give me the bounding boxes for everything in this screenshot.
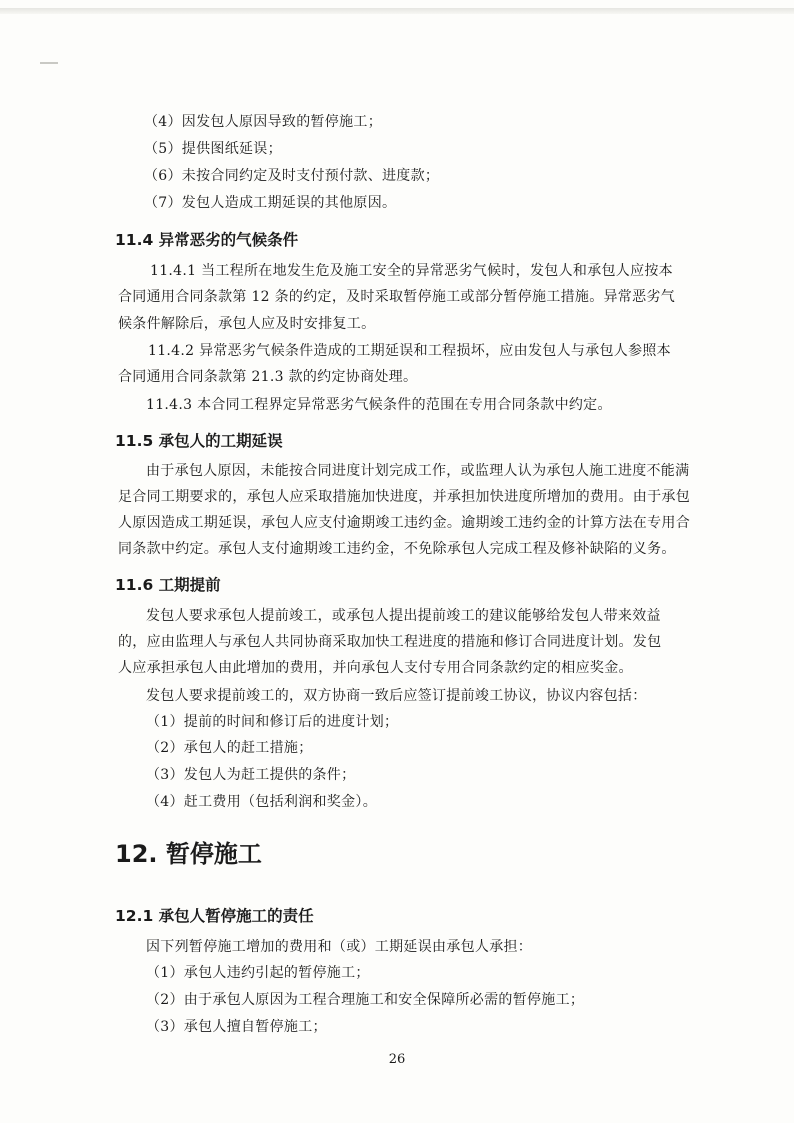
section-heading-11-6: 11.6 工期提前	[115, 576, 221, 594]
paragraph-line: 11.4.1 当工程所在地发生危及施工安全的异常恶劣气候时，发包人和承包人应按本	[150, 263, 673, 279]
scan-edge	[0, 8, 794, 14]
scan-speck	[40, 62, 58, 64]
page-number: 26	[388, 1052, 406, 1067]
list-item: （2）由于承包人原因为工程合理施工和安全保障所必需的暂停施工；	[146, 992, 585, 1008]
list-item: （3）发包人为赶工提供的条件；	[146, 767, 356, 783]
list-item: （4）赶工费用（包括利润和奖金）。	[146, 794, 378, 810]
list-item: （1）承包人违约引起的暂停施工；	[146, 965, 370, 981]
list-item: （3）承包人擅自暂停施工；	[146, 1019, 327, 1035]
section-heading-11-5: 11.5 承包人的工期延误	[115, 432, 283, 450]
chapter-heading-12: 12. 暂停施工	[115, 840, 262, 868]
paragraph-line: 合同通用合同条款第 12 条的约定，及时采取暂停施工或部分暂停施工措施。异常恶劣气	[118, 289, 676, 305]
paragraph-line: 合同通用合同条款第 21.3 款的约定协商处理。	[118, 369, 418, 385]
list-item: （6）未按合同约定及时支付预付款、进度款；	[144, 168, 440, 184]
paragraph-line: 11.4.3 本合同工程界定异常恶劣气候条件的范围在专用合同条款中约定。	[146, 397, 612, 413]
list-item: （1）提前的时间和修订后的进度计划；	[146, 714, 399, 730]
paragraph-line: 的，应由监理人与承包人共同协商采取加快工程进度的措施和修订合同进度计划。发包	[118, 634, 662, 650]
list-item: （2）承包人的赶工措施；	[146, 740, 313, 756]
paragraph-line: 发包人要求承包人提前竣工，或承包人提出提前竣工的建议能够给发包人带来效益	[146, 608, 661, 624]
paragraph-line: 足合同工期要求的，承包人应采取措施加快进度，并承担加快进度所增加的费用。由于承包	[118, 489, 690, 505]
paragraph-line: 由于承包人原因，未能按合同进度计划完成工作，或监理人认为承包人施工进度不能满	[146, 463, 690, 479]
paragraph-line: 11.4.2 异常恶劣气候条件造成的工期延误和工程损坏，应由发包人与承包人参照本	[148, 343, 671, 359]
list-item: （4）因发包人原因导致的暂停施工；	[144, 114, 383, 130]
list-item: （5）提供图纸延误；	[144, 141, 282, 157]
paragraph-line: 同条款中约定。承包人支付逾期竣工违约金，不免除承包人完成工程及修补缺陷的义务。	[118, 541, 676, 557]
paragraph-line: 因下列暂停施工增加的费用和（或）工期延误由承包人承担：	[146, 939, 533, 955]
section-heading-11-4: 11.4 异常恶劣的气候条件	[115, 231, 299, 249]
paragraph-line: 候条件解除后，承包人应及时安排复工。	[118, 316, 376, 332]
paragraph-line: 人原因造成工期延误，承包人应支付逾期竣工违约金。逾期竣工违约金的计算方法在专用合	[118, 515, 690, 531]
paragraph-line: 发包人要求提前竣工的，双方协商一致后应签订提前竣工协议，协议内容包括：	[146, 688, 647, 704]
list-item: （7）发包人造成工期延误的其他原因。	[144, 195, 397, 211]
section-heading-12-1: 12.1 承包人暂停施工的责任	[115, 907, 314, 925]
paragraph-line: 人应承担承包人由此增加的费用，并向承包人支付专用合同条款约定的相应奖金。	[118, 660, 633, 676]
